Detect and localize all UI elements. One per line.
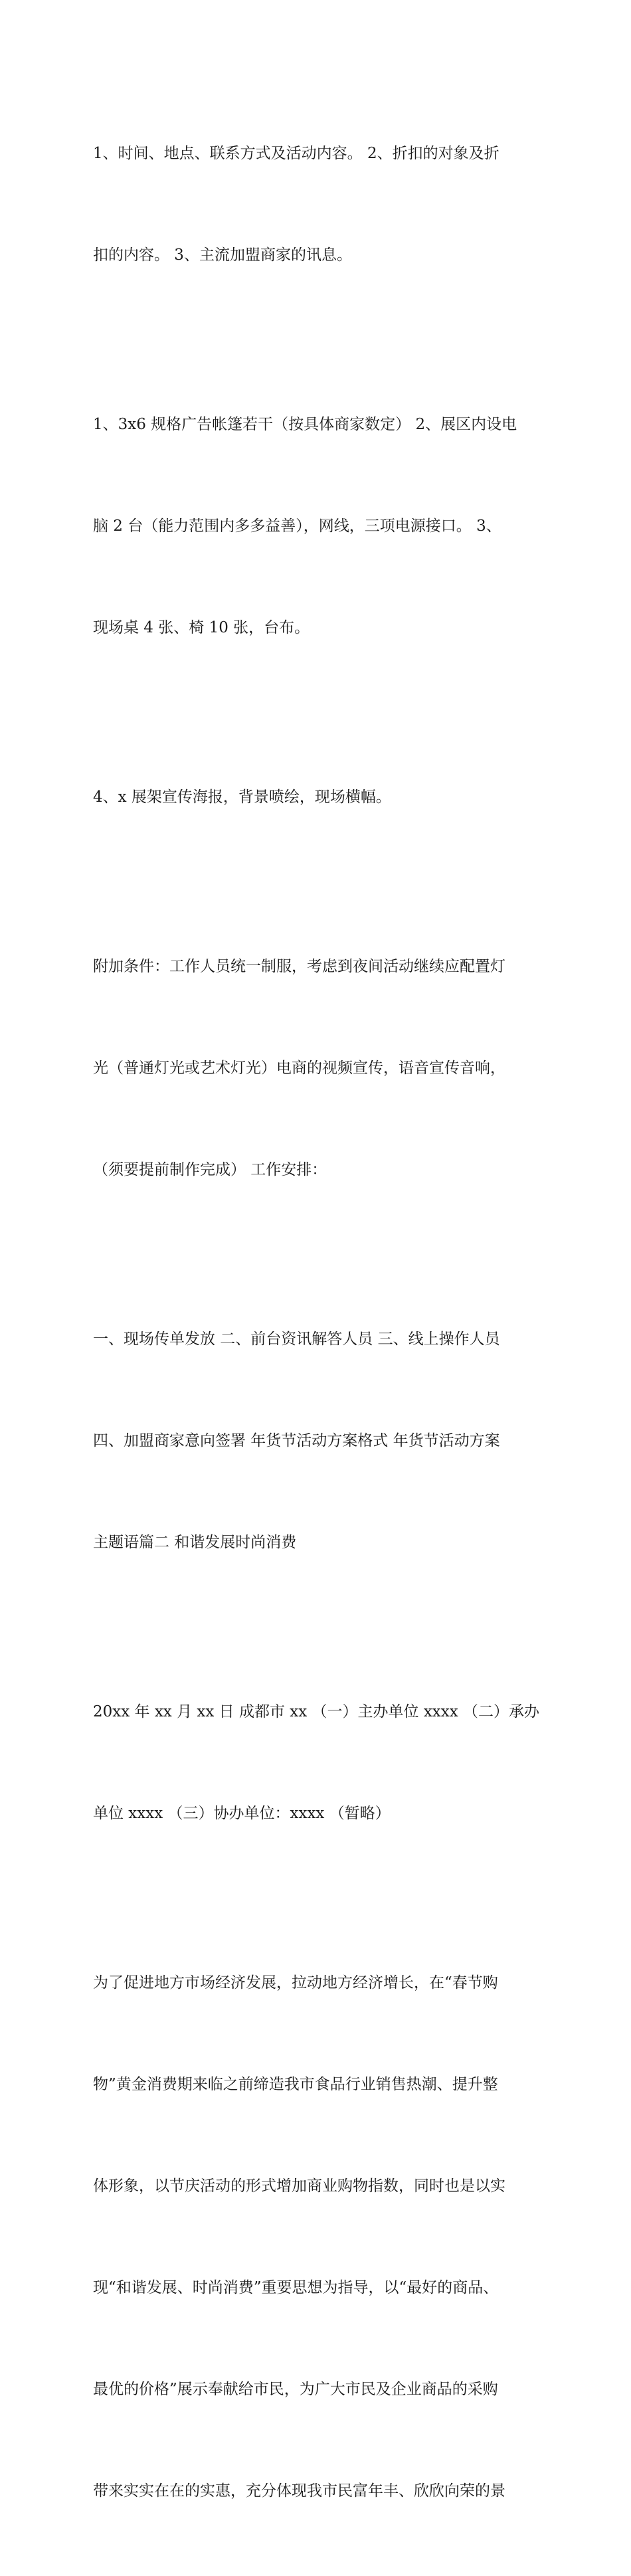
text-line: 体形象，以节庆活动的形式增加商业购物指数，同时也是以实 [93, 2177, 505, 2195]
text-line: 现“和谐发展、时尚消费”重要思想为指导，以“最好的商品、 [93, 2279, 499, 2296]
text-line: 物”黄金消费期来临之前缔造我市食品行业销售热潮、提升整 [93, 2076, 498, 2093]
text-line: 一、现场传单发放 二、前台资讯解答人员 三、线上操作人员 [93, 1331, 500, 1348]
text-line: 20xx 年 xx 月 xx 日 成都市 xx （一）主办单位 xxxx （二）承办 [93, 1703, 540, 1720]
paragraph-additional-conditions [93, 882, 551, 1255]
text-line: 最优的价格”展示奉献给市民，为广大市民及企业商品的采购 [93, 2381, 498, 2398]
text-line: 4、x 展架宣传海报，背景喷绘，现场横幅。 [93, 788, 391, 806]
text-line: （须要提前制作完成） 工作安排： [93, 1161, 327, 1178]
text-line: 附加条件：工作人员统一制服，考虑到夜间活动继续应配置灯 [93, 958, 505, 975]
text-line: 主题语篇二 和谐发展时尚消费 [93, 1534, 297, 1551]
paragraph-purpose [93, 1898, 551, 2576]
text-line: 脑 2 台（能力范围内多多益善），网线，三项电源接口。 3、 [93, 517, 501, 535]
text-line: 现场桌 4 张、椅 10 张，台布。 [93, 619, 310, 636]
text-line: 为了促进地方市场经济发展，拉动地方经济增长，在“春节购 [93, 1974, 498, 1991]
text-line: 带来实实在在的实惠，充分体现我市民富年丰、欣欣向荣的景 [93, 2482, 505, 2500]
paragraph-equipment [93, 340, 551, 713]
text-line: 四、加盟商家意向签署 年货节活动方案格式 年货节活动方案 [93, 1432, 500, 1449]
document-body [93, 69, 551, 2576]
paragraph-work-arrangement [93, 1255, 551, 1627]
paragraph-contact-info [93, 69, 551, 340]
text-line: 1、时间、地点、联系方式及活动内容。 2、折扣的对象及折 [93, 145, 499, 162]
paragraph-organizers [93, 1627, 551, 1898]
paragraph-display-materials [93, 713, 551, 882]
text-line: 1、3x6 规格广告帐篷若干（按具体商家数定） 2、展区内设电 [93, 416, 517, 433]
text-line: 扣的内容。 3、主流加盟商家的讯息。 [93, 246, 352, 264]
text-line: 单位 xxxx （三）协办单位：xxxx （暂略） [93, 1805, 391, 1822]
text-line: 光（普通灯光或艺术灯光）电商的视频宣传，语音宣传音响， [93, 1059, 505, 1077]
